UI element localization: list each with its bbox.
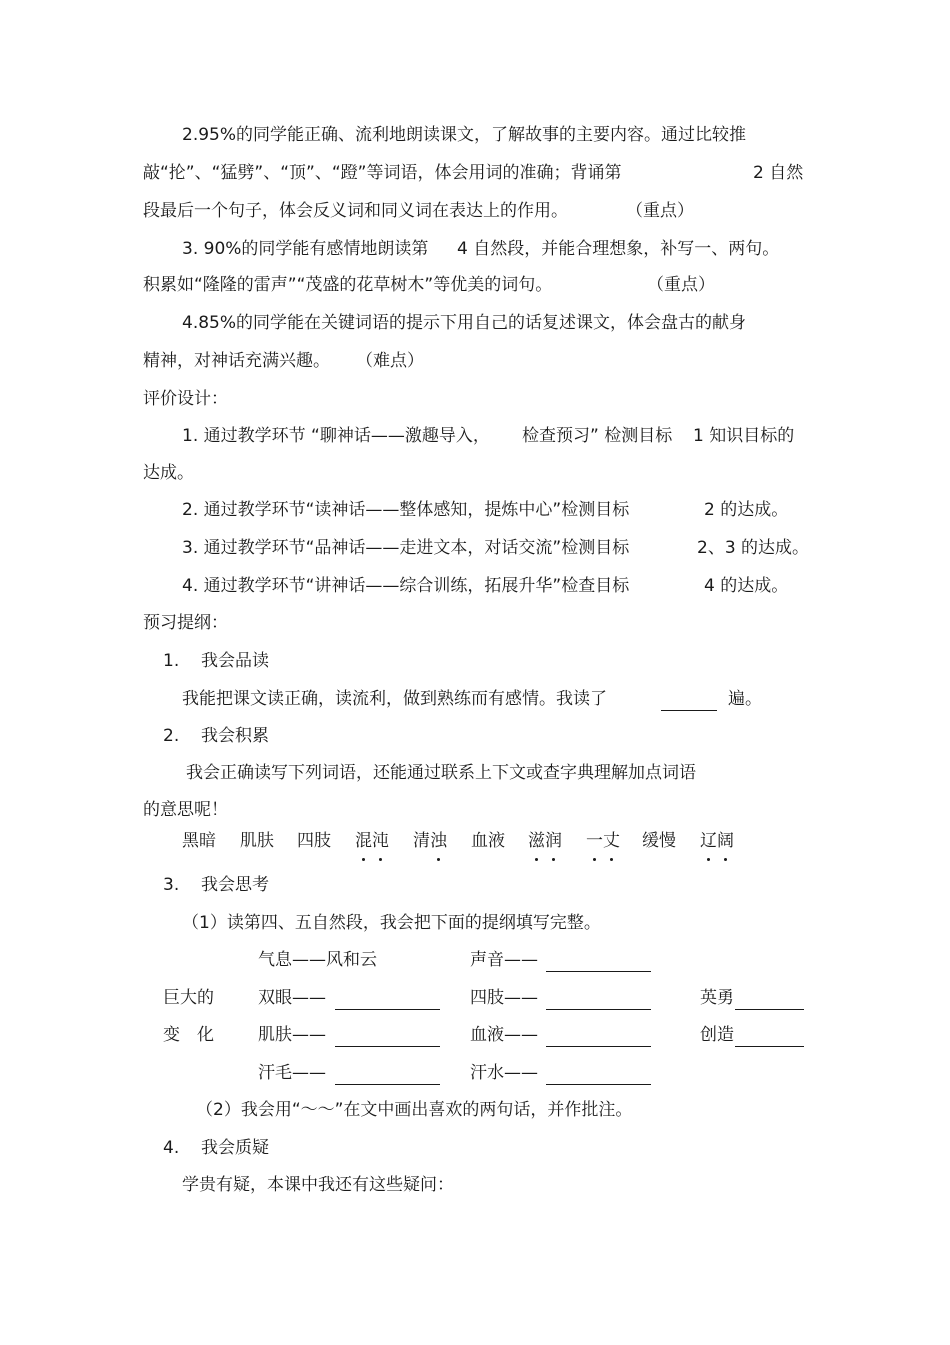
evaluation-2: 2. 通过教学环节“读神话——整体感知，提炼中心”检测目标 xyxy=(182,500,630,520)
grid-c1-r1: 气息——风和云 xyxy=(258,950,377,970)
evaluation-heading: 评价设计： xyxy=(143,389,228,409)
grid-c1-r2: 双眼—— xyxy=(258,988,326,1008)
evaluation-1-line-1: 1. 通过教学环节 “聊神话——激趣导入， xyxy=(182,426,490,446)
grid-c3-r2: 创造 xyxy=(700,1025,734,1045)
objective-3-line-1-end: 4 自然段，并能合理想象，补写一、两句。 xyxy=(457,239,780,259)
grid-blank-hair[interactable] xyxy=(335,1061,440,1085)
objective-3-line-1: 3. 90%的同学能有感情地朗读第 xyxy=(182,239,429,259)
word-zirun: 滋润 xyxy=(528,829,562,853)
grid-blank-create[interactable] xyxy=(735,1023,804,1047)
grid-c2-r4: 汗水—— xyxy=(470,1063,538,1083)
grid-c1-r3: 肌肤—— xyxy=(258,1025,326,1045)
word-huanman: 缓慢 xyxy=(642,831,676,851)
evaluation-1-line-1-mid: 检查预习” 检测目标 xyxy=(522,426,673,446)
grid-side-label-1: 巨大的 xyxy=(163,988,214,1008)
word-sizhi: 四肢 xyxy=(297,831,331,851)
section-4-number: 4. xyxy=(163,1138,180,1158)
grid-blank-sweat[interactable] xyxy=(546,1061,651,1085)
evaluation-4: 4. 通过教学环节“讲神话——综合训练，拓展升华”检查目标 xyxy=(182,576,630,596)
objective-4-line-1: 4.85%的同学能在关键词语的提示下用自己的话复述课文，体会盘古的献身 xyxy=(182,313,747,333)
section-3-question-1: （1）读第四、五自然段，我会把下面的提纲填写完整。 xyxy=(182,913,601,933)
grid-side-label-2: 变 化 xyxy=(163,1025,214,1045)
section-2-number: 2. xyxy=(163,726,180,746)
objective-3-tag: （重点） xyxy=(647,275,715,295)
grid-c2-r2: 四肢—— xyxy=(470,988,538,1008)
grid-c3-r1: 英勇 xyxy=(700,988,734,1008)
grid-blank-limbs[interactable] xyxy=(546,986,651,1010)
section-1-text: 我能把课文读正确，读流利，做到熟练而有感情。我读了 xyxy=(182,689,607,709)
objective-2-line-1: 2.95%的同学能正确、流利地朗读课文，了解故事的主要内容。通过比较推 xyxy=(182,125,747,145)
section-2-text-1: 我会正确读写下列词语，还能通过联系上下文或查字典理解加点词语 xyxy=(186,763,696,783)
section-1-text-end: 遍。 xyxy=(728,689,762,709)
word-qingzhuo: 清浊 xyxy=(413,829,447,853)
preview-heading: 预习提纲： xyxy=(143,613,228,633)
grid-c2-r1: 声音—— xyxy=(470,950,538,970)
word-liaokuo: 辽阔 xyxy=(700,829,734,853)
section-3-number: 3. xyxy=(163,875,180,895)
section-1-title: 我会品读 xyxy=(201,651,269,671)
evaluation-3: 3. 通过教学环节“品神话——走进文本，对话交流”检测目标 xyxy=(182,538,630,558)
grid-c2-r3: 血液—— xyxy=(470,1025,538,1045)
grid-blank-sound[interactable] xyxy=(546,948,651,972)
objective-2-line-2: 敲“抡”、“猛劈”、“顶”、“蹬”等词语，体会用词的准确；背诵第 xyxy=(143,163,622,183)
objective-4-line-2: 精神，对神话充满兴趣。 xyxy=(143,351,330,371)
grid-blank-blood[interactable] xyxy=(546,1023,651,1047)
grid-blank-skin[interactable] xyxy=(335,1023,440,1047)
section-1-number: 1. xyxy=(163,651,180,671)
objective-2-line-3: 段最后一个句子，体会反义词和同义词在表达上的作用。 xyxy=(143,201,568,221)
evaluation-4-end: 4 的达成。 xyxy=(704,576,789,596)
section-3-title: 我会思考 xyxy=(201,875,269,895)
word-jifu: 肌肤 xyxy=(240,831,274,851)
read-count-blank[interactable] xyxy=(661,687,717,711)
objective-2-tag: （重点） xyxy=(626,201,694,221)
grid-c1-r4: 汗毛—— xyxy=(258,1063,326,1083)
section-2-text-2: 的意思呢！ xyxy=(143,800,228,820)
evaluation-3-end: 2、3 的达成。 xyxy=(697,538,810,558)
grid-blank-brave[interactable] xyxy=(735,986,804,1010)
word-heian: 黑暗 xyxy=(182,831,216,851)
evaluation-1-line-2: 达成。 xyxy=(143,463,194,483)
word-yizhang: 一丈 xyxy=(586,829,620,853)
evaluation-1-line-1-end: 1 知识目标的 xyxy=(693,426,795,446)
section-4-text: 学贵有疑，本课中我还有这些疑问： xyxy=(182,1175,454,1195)
section-2-title: 我会积累 xyxy=(201,726,269,746)
section-4-title: 我会质疑 xyxy=(201,1138,269,1158)
objective-4-tag: （难点） xyxy=(356,351,424,371)
section-3-question-2: （2）我会用“～～”在文中画出喜欢的两句话，并作批注。 xyxy=(196,1100,633,1120)
evaluation-2-end: 2 的达成。 xyxy=(704,500,789,520)
grid-blank-eyes[interactable] xyxy=(335,986,440,1010)
word-xueye: 血液 xyxy=(471,831,505,851)
objective-3-line-2: 积累如“隆隆的雷声”“茂盛的花草树木”等优美的词句。 xyxy=(143,275,553,295)
objective-2-line-2-end: 2 自然 xyxy=(753,163,804,183)
word-hundun: 混沌 xyxy=(355,829,389,853)
